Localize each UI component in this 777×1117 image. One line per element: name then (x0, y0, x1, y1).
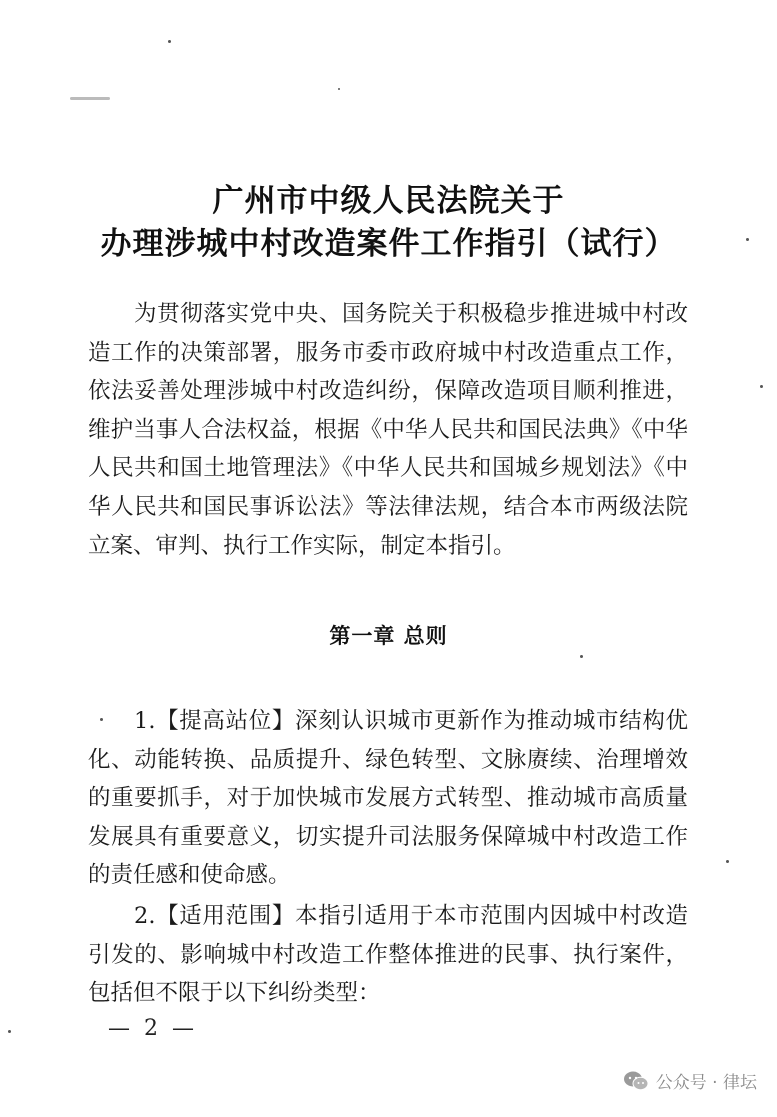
document-title-line-1: 广州市中级人民法院关于 (212, 183, 565, 219)
scan-speck (168, 40, 171, 43)
watermark-text: 公众号 · 律坛 (655, 1073, 757, 1093)
document-title-line-2: 办理涉城中村改造案件工作指引（试行） (100, 226, 677, 262)
article-1-paragraph: 1.【提高站位】深刻认识城市更新作为推动城市结构优化、动能转换、品质提升、绿色转型、文脉赓续、治理增效的重要抓手，对于加快城市发展方式转型、推动城市高质量发展具有重要意义，切实提升司法服务保障城中村改造工作的责任感和使命感。 (88, 708, 688, 889)
scan-speck (746, 238, 749, 241)
page-number: — 2 — (108, 1016, 194, 1041)
scan-speck (70, 97, 110, 100)
wechat-watermark (623, 1068, 757, 1093)
wechat-icon (623, 1070, 649, 1092)
scan-speck (726, 860, 729, 863)
scan-speck (100, 718, 103, 721)
scan-speck (580, 655, 583, 658)
preamble-paragraph: 为贯彻落实党中央、国务院关于积极稳步推进城中村改造工作的决策部署，服务市委市政府城中村改造重点工作，依法妥善处理涉城中村改造纠纷，保障改造项目顺利推进，维护当事人合法权益，根据《中华人民共和国民法典》《中华人民共和国土地管理法》《中华人民共和国城乡规划法》《中华人民共和国民事诉讼法》等法律法规，结合本市两级法院立案、审判、执行工作实际，制定本指引。 (88, 301, 688, 559)
scan-speck (8, 1030, 11, 1033)
article-2-paragraph: 2.【适用范围】本指引适用于本市范围内因城中村改造引发的、影响城中村改造工作整体推进的民事、执行案件，包括但不限于以下纠纷类型： (88, 903, 688, 1007)
chapter-heading: 第一章 总则 (329, 623, 448, 648)
scan-speck (338, 88, 340, 90)
scan-speck (760, 385, 763, 388)
